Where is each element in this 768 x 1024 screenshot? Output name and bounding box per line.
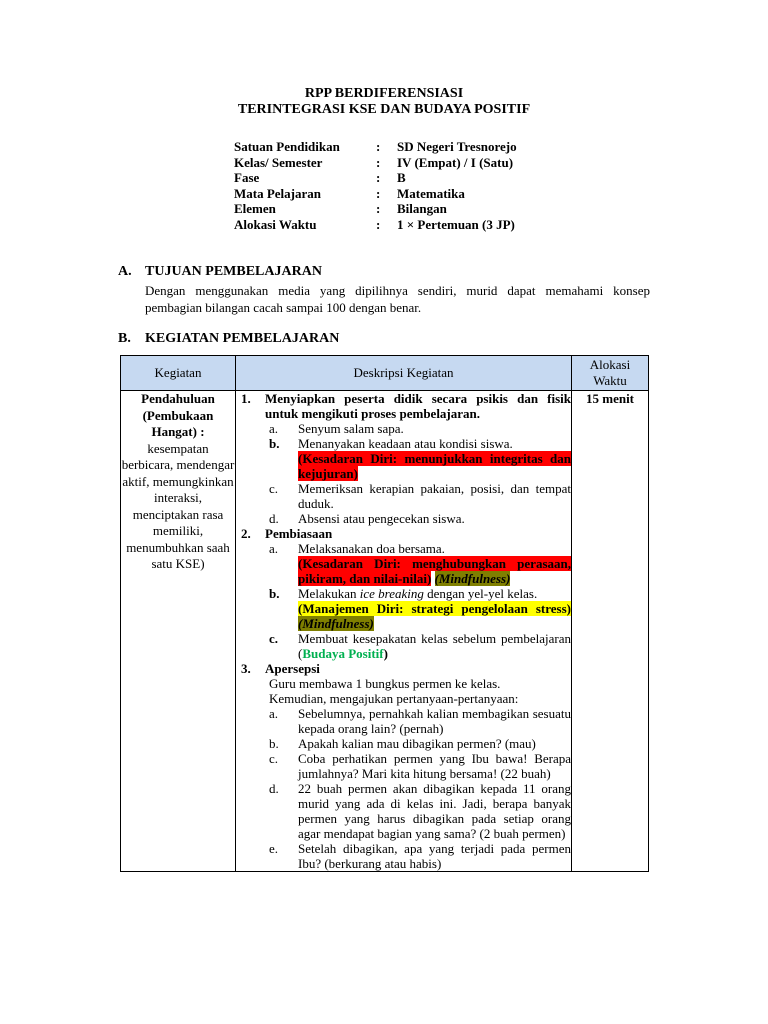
info-row <box>234 139 517 155</box>
kse-tag: (Kesadaran Diri: menghubungkan perasaan, pikiram, dan nilai-nilai) <box>298 556 571 586</box>
info-label: Fase <box>234 170 260 185</box>
info-value: B <box>397 170 406 185</box>
list-item <box>236 661 571 676</box>
info-value: IV (Empat) / I (Satu) <box>397 154 514 170</box>
info-value: SD Negeri Tresnorejo <box>397 139 517 154</box>
info-row <box>234 155 517 171</box>
item-title: Pembiasaan <box>265 526 333 541</box>
identity-block <box>234 139 517 232</box>
doc-subtitle: TERINTEGRASI KSE DAN BUDAYA POSITIF <box>237 102 531 117</box>
header-alokasi: Alokasi Waktu <box>572 356 649 391</box>
info-colon: : <box>376 139 381 154</box>
info-row <box>234 201 517 217</box>
info-label: Elemen <box>234 201 276 216</box>
kegiatan-text: kesempatan berbicara, mendengar aktif, memungkinkan interaksi, menciptakan rasa memiliki, menumbuhkan saah satu KSE) <box>121 440 235 571</box>
doc-title: RPP BERDIFERENSIASI <box>304 86 464 101</box>
info-row <box>234 217 517 233</box>
sub-item: c. Memeriksan kerapian pakaian, posisi, dan tempat duduk. <box>269 481 571 511</box>
info-colon: : <box>376 185 381 201</box>
kse-tag: (Kesadaran Diri: menunjukkan integritas dan kejujuran) <box>298 451 571 481</box>
deskripsi-cell <box>236 391 572 872</box>
kegiatan-cell <box>121 391 236 872</box>
list-item <box>236 526 571 541</box>
info-row <box>234 170 517 186</box>
list-item <box>236 391 571 421</box>
sub-item: a. Melaksanakan doa bersama. (Kesadaran Diri: menghubungkan perasaan, pikiram, dan nilai-nilai) (Mindfulness) <box>269 541 571 586</box>
mindfulness-tag: (Mindfulness) <box>434 571 511 586</box>
sub-item: b. Apakah kalian mau dibagikan permen? (mau) <box>269 736 536 751</box>
sub-item: c. Coba perhatikan permen yang Ibu bawa! Berapa jumlahnya? Mari kita hitung bersama! (22 buah) <box>269 751 571 781</box>
item-title: Menyiapkan peserta didik secara psikis dan fisik untuk mengikuti proses pembelajaran. <box>265 391 571 421</box>
budaya-positif-tag: Budaya Positif <box>302 646 384 661</box>
kegiatan-title: Pendahuluan (Pembukaan Hangat) : <box>141 391 215 439</box>
item-title: Apersepsi <box>265 661 320 676</box>
sub-item: d. 22 buah permen akan dibagikan kepada 11 orang murid yang ada di kelas ini. Jadi, berapa banyak permen yang harus dibagikan pada setiap orang agar mendapat bagian yang sama? (2 buah permen) <box>269 781 571 841</box>
info-label: Kelas/ Semester <box>234 154 323 170</box>
info-label: Alokasi Waktu <box>234 216 317 232</box>
table-header-row <box>121 356 649 391</box>
sub-item: d. Absensi atau pengecekan siswa. <box>269 511 465 526</box>
apersepsi-intro: Guru membawa 1 bungkus permen ke kelas. <box>269 676 501 691</box>
section-a-title: TUJUAN PEMBELAJARAN <box>145 264 322 279</box>
info-value: Bilangan <box>397 201 447 216</box>
info-colon: : <box>376 154 381 170</box>
header-deskripsi: Deskripsi Kegiatan <box>236 356 572 391</box>
section-a-number: A. <box>118 264 132 279</box>
sub-item: b. Menanyakan keadaan atau kondisi siswa. (Kesadaran Diri: menunjukkan integritas dan kejujuran) <box>269 436 571 481</box>
activity-table <box>120 355 649 872</box>
header-kegiatan: Kegiatan <box>121 356 236 391</box>
section-a-heading <box>118 264 322 280</box>
info-colon: : <box>376 201 381 216</box>
kse-tag: (Manajemen Diri: strategi pengelolaan stress) <box>298 601 571 616</box>
info-label: Mata Pelajaran <box>234 185 322 201</box>
section-b-title: KEGIATAN PEMBELAJARAN <box>145 331 340 346</box>
info-colon: : <box>376 170 381 185</box>
info-value: Matematika <box>397 185 465 201</box>
info-row <box>234 186 517 202</box>
item-number: 1. <box>241 391 251 406</box>
sub-item: b. Melakukan ice breaking dengan yel-yel kelas. (Manajemen Diri: strategi pengelolaan stress) (Mindfulness) <box>269 586 571 631</box>
info-label: Satuan Pendidikan <box>234 139 340 154</box>
sub-item: e. Setelah dibagikan, apa yang terjadi pada permen Ibu? (berkurang atau habis) <box>269 841 571 871</box>
item-number: 3. <box>241 661 251 676</box>
section-b-number: B. <box>118 331 131 346</box>
sub-item: a. Senyum salam sapa. <box>269 421 404 436</box>
sub-item: a. Sebelumnya, pernahkah kalian membagikan sesuatu kepada orang lain? (pernah) <box>269 706 571 736</box>
info-colon: : <box>376 216 381 232</box>
apersepsi-intro: Kemudian, mengajukan pertanyaan-pertanyaan: <box>269 691 519 706</box>
section-a-text: Dengan menggunakan media yang dipilihnya sendiri, murid dapat memahami konsep pembagian bilangan cacah sampai 100 dengan benar. <box>145 283 650 315</box>
alokasi-cell: 15 menit <box>572 391 649 872</box>
info-value: 1 × Pertemuan (3 JP) <box>397 216 515 232</box>
item-number: 2. <box>241 526 251 541</box>
section-b-heading <box>118 331 339 347</box>
mindfulness-tag: (Mindfulness) <box>298 616 374 631</box>
sub-item: c. Membuat kesepakatan kelas sebelum pembelajaran (Budaya Positif) <box>269 631 571 661</box>
table-row <box>121 391 649 872</box>
